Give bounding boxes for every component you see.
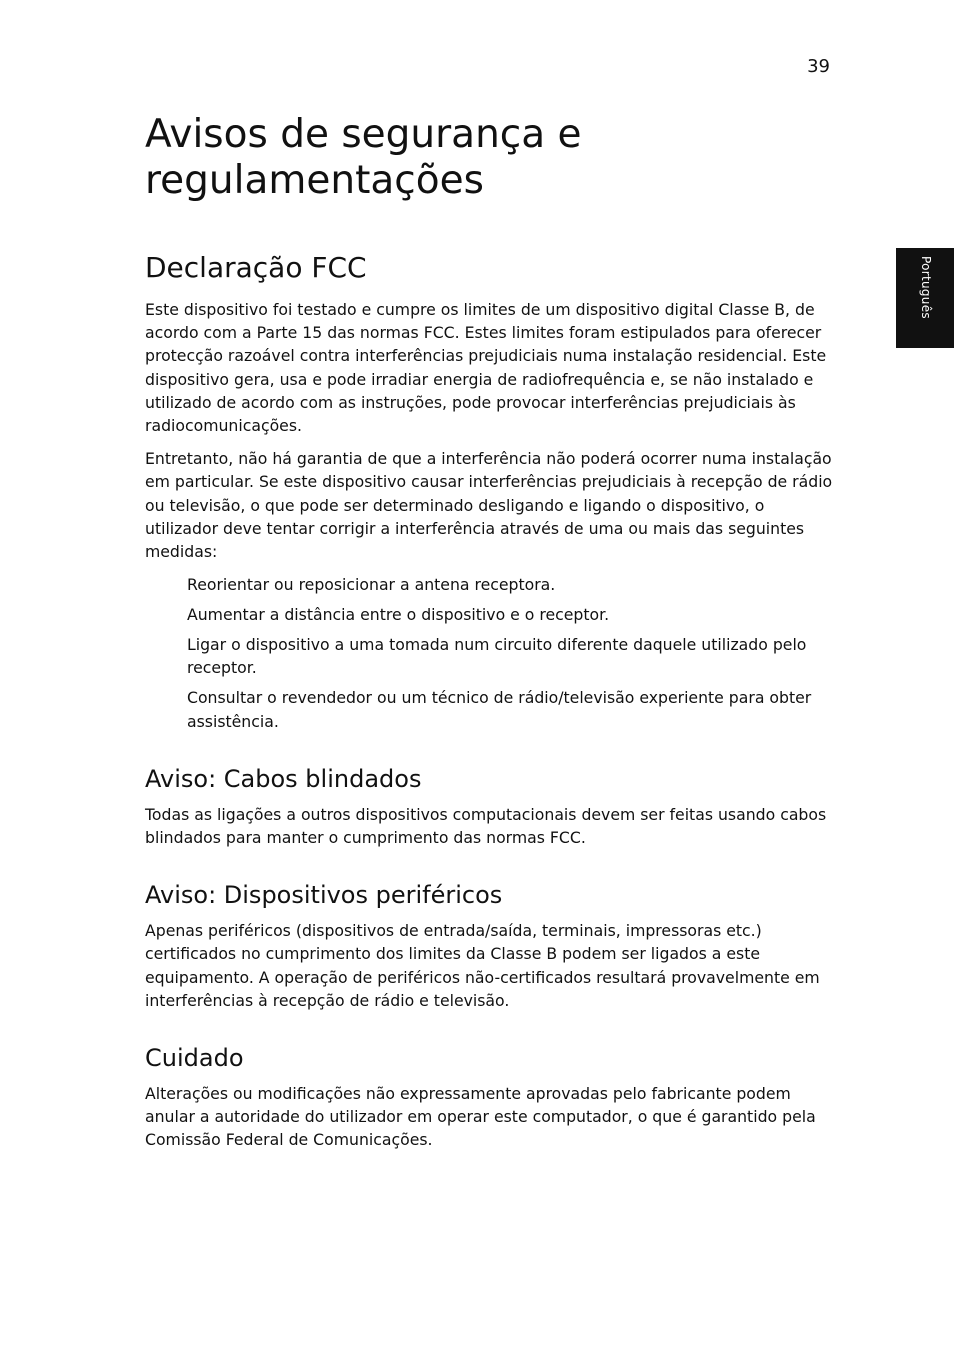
page-number: 39 xyxy=(807,56,830,77)
fcc-paragraph-2: Entretanto, não há garantia de que a interferência não poderá ocorrer numa instalação em particular. Se este dispositivo causar interferências prejudiciais à recepção de rádio ou televisão, o que pode ser determinado desligando e ligando o dispositivo, o utilizador deve tentar corrigir a interferência através de uma ou mais das seguintes medidas: xyxy=(145,449,833,562)
page-title: Avisos de segurança e regulamentações xyxy=(145,112,582,203)
section-heading-peripherals: Aviso: Dispositivos periféricos xyxy=(145,881,503,910)
page-content xyxy=(145,112,835,1162)
section-peripherals xyxy=(145,879,835,1012)
section-heading-fcc: Declaração FCC xyxy=(145,251,367,284)
language-tab xyxy=(896,248,954,348)
section-heading-caution: Cuidado xyxy=(145,1044,244,1073)
fcc-paragraph-1: Este dispositivo foi testado e cumpre os limites de um dispositivo digital Classe B, de acordo com a Parte 15 das normas FCC. Estes limites foram estipulados para oferecer protecção razoável contra interferências prejudiciais numa instalação residencial. Este dispositivo gera, usa e pode irradiar energia de radiofrequência e, se não instalado e utilizado de acordo com as instruções, pode provocar interferências prejudiciais às radiocomunicações. xyxy=(145,300,827,436)
peripherals-text: Apenas periféricos (dispositivos de entrada/saída, terminais, impressoras etc.) certificados no cumprimento dos limites da Classe B podem ser ligados a este equipamento. A operação de periféricos não-certificados resultará provavelmente em interferências à recepção de rádio e televisão. xyxy=(145,921,820,1010)
section-fcc-declaration xyxy=(145,250,835,733)
language-tab-label: Português xyxy=(919,256,933,319)
section-caution xyxy=(145,1042,835,1152)
fcc-measures-list xyxy=(145,573,835,733)
section-shielded-cables xyxy=(145,763,835,849)
section-heading-shielded-cables: Aviso: Cabos blindados xyxy=(145,764,422,793)
list-item: Consultar o revendedor ou um técnico de rádio/televisão experiente para obter assistência. xyxy=(187,688,812,731)
shielded-cables-text: Todas as ligações a outros dispositivos computacionais devem ser feitas usando cabos blindados para manter o cumprimento das normas FCC. xyxy=(145,804,827,848)
list-item: Ligar o dispositivo a uma tomada num circuito diferente daquele utilizado pelo receptor. xyxy=(187,635,807,678)
list-item: Aumentar a distância entre o dispositivo e o receptor. xyxy=(187,605,610,625)
caution-text: Alterações ou modificações não expressamente aprovadas pelo fabricante podem anular a autoridade do utilizador em operar este computador, o que é garantido pela Comissão Federal de Comunicações. xyxy=(145,1084,816,1150)
list-item: Reorientar ou reposicionar a antena receptora. xyxy=(187,575,556,595)
